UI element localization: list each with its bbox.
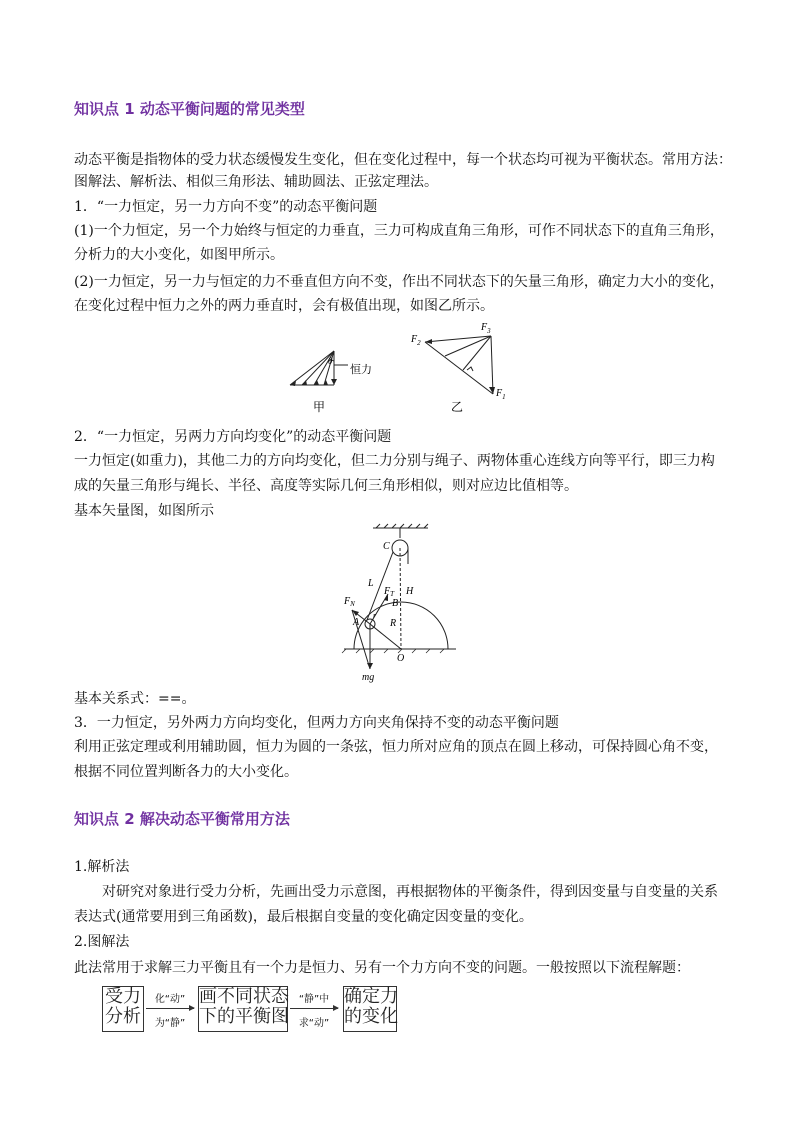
flow-box-analysis-line1: 受力 — [105, 986, 141, 1007]
flow-box-draw — [198, 986, 288, 1032]
pulley-label-h: H — [406, 586, 414, 597]
method1-title: 1.解析法 — [74, 859, 130, 875]
item1-p1-line-b: 分析力的大小变化，如图甲所示。 — [74, 247, 284, 263]
section-heading-1: 知识点 1 动态平衡问题的常见类型 — [74, 100, 305, 118]
yi-caption: 乙 — [451, 400, 464, 414]
flow-arrow1-bottom: 为“静” — [154, 1018, 186, 1029]
yi-f1-sub: 1 — [502, 393, 506, 401]
svg-text:F3 — [480, 322, 491, 335]
pulley-label-r: r — [373, 611, 377, 620]
section-heading-2: 知识点 2 解决动态平衡常用方法 — [74, 810, 290, 828]
method1-p-line-a: 对研究对象进行受力分析，先画出受力示意图，再根据物体的平衡条件，得到因变量与自变量的关系 — [102, 884, 718, 900]
pulley-label-mg: mg — [362, 672, 375, 683]
pulley-label-c: C — [383, 541, 390, 552]
yi-f2-line — [425, 336, 491, 342]
jia-theta-label: θ — [328, 356, 333, 366]
flow-box-analysis — [102, 986, 144, 1032]
flow-arrow2-bottom: 求“动” — [298, 1018, 330, 1029]
yi-f1-label: F — [496, 388, 503, 399]
item3-p1-line-b: 根据不同位置判断各力的大小变化。 — [74, 764, 298, 780]
method2-p: 此法常用于求解三力平衡且有一个力是恒力、另有一个力方向不变的问题。一般按照以下流程解题： — [74, 960, 690, 976]
pulley-label-a: A — [353, 617, 360, 628]
item3-title: 3．一力恒定，另外两力方向均变化，但两力方向夹角保持不变的动态平衡问题 — [74, 715, 559, 731]
flow-arrow1-top: 化“动” — [154, 994, 186, 1005]
pulley-label-l: L — [368, 578, 374, 589]
intro-line-2: 图解法、解析法、相似三角形法、辅助圆法、正弦定理法。 — [74, 174, 438, 190]
svg-text:FN — [343, 596, 355, 608]
item1-title: 1．“一力恒定，另一力方向不变”的动态平衡问题 — [74, 199, 378, 215]
figure-jia — [280, 335, 400, 415]
method1-p-line-b: 表达式(通常要用到三角函数)，最后根据自变量的变化确定因变量的变化。 — [74, 909, 533, 925]
pulley-label-fn-sub: N — [350, 600, 355, 608]
pulley-label-fn: F — [344, 596, 351, 607]
svg-text:F1 — [495, 388, 506, 401]
pulley-label-o: O — [397, 653, 405, 664]
yi-f3-sub: 3 — [487, 327, 491, 335]
flow-box-draw-line2: 下的平衡图 — [199, 1006, 289, 1027]
flow-box-determine-line2: 的变化 — [344, 1006, 398, 1027]
item2-title: 2．“一力恒定，另两力方向均变化”的动态平衡问题 — [74, 429, 392, 445]
flow-box-determine-line1: 确定力 — [344, 986, 398, 1007]
jia-caption: 甲 — [313, 400, 326, 414]
flow-arrow-2 — [290, 1008, 338, 1009]
pulley-label-ft-sub: T — [390, 590, 395, 598]
flow-box-determine — [343, 986, 397, 1032]
item2-p1-line-b: 成的矢量三角形与绳长、半径、高度等实际几何三角形相似，则对应边比值相等。 — [74, 478, 578, 494]
item2-relation: 基本关系式：==。 — [74, 691, 196, 707]
item1-p2-line-b: 在变化过程中恒力之外的两力垂直时，会有极值出现，如图乙所示。 — [74, 298, 494, 314]
yi-f2-sub: 2 — [417, 339, 421, 347]
flow-arrow-1 — [146, 1008, 194, 1009]
flow-box-analysis-line2: 分析 — [105, 1006, 141, 1027]
svg-text:F2 — [410, 334, 421, 347]
flow-arrow2-top: “静”中 — [298, 994, 330, 1005]
item2-p2: 基本矢量图，如图所示 — [74, 503, 214, 519]
yi-f3-label: F — [481, 322, 488, 333]
yi-f1-line — [491, 336, 493, 394]
item1-p1-line-a: (1)一个力恒定，另一个力始终与恒定的力垂直，三力可构成直角三角形，可作不同状态下的直角三角形， — [74, 223, 724, 239]
pulley-label-ft: F — [384, 586, 391, 597]
height-line — [400, 548, 401, 649]
item3-p1-line-a: 利用正弦定理或利用辅助圆，恒力为圆的一条弦，恒力所对应角的顶点在圆上移动，可保持圆心角不变， — [74, 739, 718, 755]
flow-box-draw-line1: 画不同状态 — [199, 986, 289, 1007]
pulley-label-big-r: R — [390, 618, 397, 629]
figure-yi — [405, 318, 525, 418]
figure-pulley — [340, 524, 460, 684]
svg-text:FT — [383, 586, 395, 598]
jia-hengli-label: 恒力 — [350, 364, 372, 376]
item2-p1-line-a: 一力恒定(如重力)，其他二力的方向均变化，但二力分别与绳子、两物体重心连线方向等平行，即三力构 — [74, 453, 715, 469]
yi-f2-label: F — [411, 334, 418, 345]
pulley-label-b: B — [392, 598, 399, 609]
intro-line-1: 动态平衡是指物体的受力状态缓慢发生变化，但在变化过程中，每一个状态均可视为平衡状态。常用方法： — [74, 152, 732, 168]
item1-p2-line-a: (2)一力恒定，另一力与恒定的力不垂直但方向不变，作出不同状态下的矢量三角形，确定力大小的变化， — [74, 274, 724, 290]
method2-title: 2.图解法 — [74, 934, 130, 950]
